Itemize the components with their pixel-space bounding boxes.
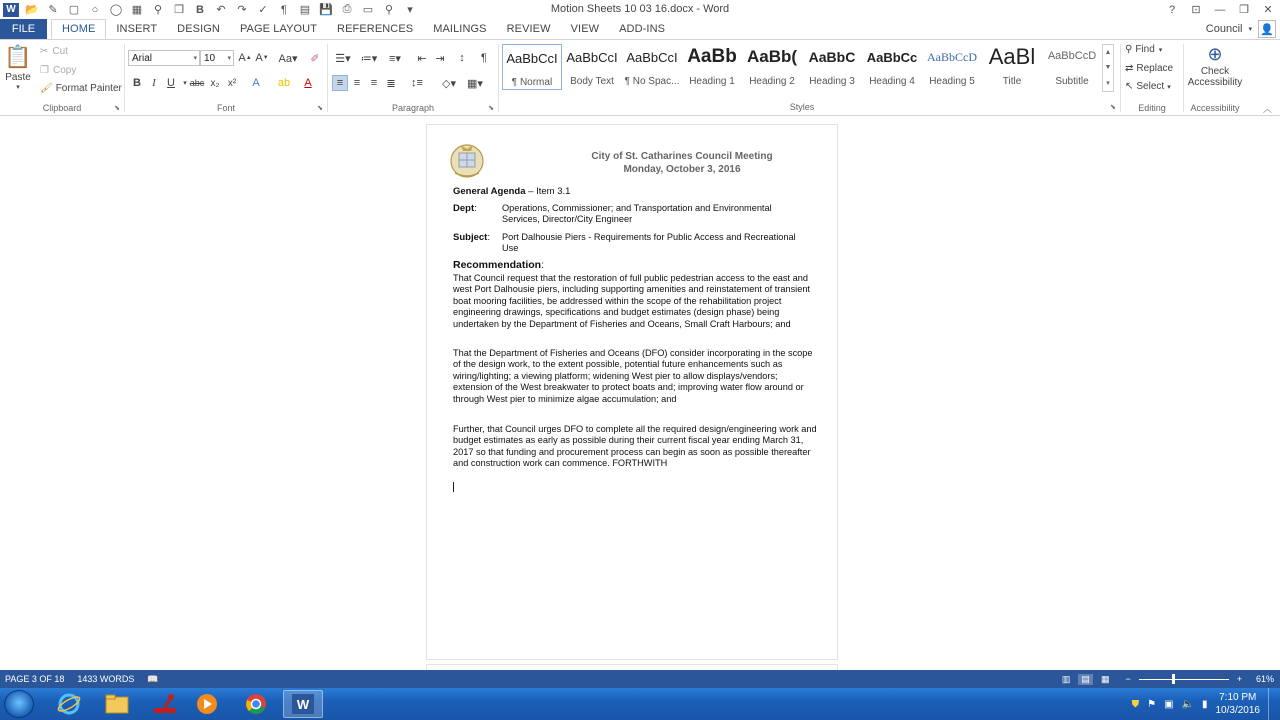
- accessibility-checker-icon: ⊕: [1207, 44, 1223, 64]
- style-heading-5[interactable]: [922, 44, 982, 90]
- font-name-value: Arial: [132, 52, 153, 64]
- style-subtitle[interactable]: [1042, 44, 1102, 90]
- style-name: ¶ No Spac...: [624, 76, 680, 87]
- style-name: Heading 1: [689, 76, 735, 87]
- tab-design[interactable]: DESIGN: [177, 23, 220, 35]
- style-preview: AaBbCcI: [506, 51, 558, 66]
- paragraph-1: That Council request that the restoration of full public pedestrian access to the east and west Port Dalhousie piers, including supporting amenities and reinstatement of transient boat mooring facilities, be addressed within the scope of the rehabilitation project engineering drawings, specifications and budget estimates (design phase) being undertaken by the Department of Fisheries and Oceans, Small Craft Harbours; and: [453, 273, 810, 329]
- format-painter-qat-icon[interactable]: ✎: [48, 4, 58, 16]
- recommendation-heading: [453, 260, 817, 271]
- header-line-1: City of St. Catharines Council Meeting: [591, 151, 773, 162]
- style-preview: AaBbCcD: [927, 50, 977, 64]
- spelling-check-icon[interactable]: ✓: [258, 4, 268, 16]
- tab-home[interactable]: HOME: [51, 19, 106, 39]
- chevron-down-icon: ▾: [1167, 83, 1171, 91]
- document-page[interactable]: [426, 124, 838, 660]
- web-layout-icon[interactable]: ▦: [1100, 673, 1110, 684]
- divider: [498, 44, 499, 112]
- agenda-rest: – Item 3.1: [525, 186, 571, 197]
- style-preview: AaBbC: [808, 49, 856, 65]
- start-button[interactable]: [4, 690, 34, 718]
- avatar[interactable]: 👤: [1258, 20, 1276, 38]
- dialog-launcher-icon[interactable]: ⬊: [114, 105, 120, 112]
- text-effects-icon[interactable]: A: [252, 77, 260, 89]
- styles-gallery: [502, 44, 1102, 92]
- change-case-icon[interactable]: Aa▾: [278, 52, 298, 65]
- paragraph-group: [328, 40, 498, 116]
- taskbar: [0, 688, 1280, 720]
- print-layout-icon[interactable]: ▤: [1078, 674, 1093, 685]
- style-name: Body Text: [570, 76, 614, 87]
- style-preview: AaBl: [988, 44, 1036, 69]
- style-preview: AaBbCc: [866, 50, 918, 65]
- subject-colon: :: [487, 232, 490, 243]
- tab-file[interactable]: FILE: [0, 19, 47, 39]
- style-preview: AaBbCcD: [1047, 50, 1097, 62]
- style-heading-2[interactable]: [742, 44, 802, 90]
- word-taskbar-icon[interactable]: [283, 690, 323, 718]
- tab-insert[interactable]: INSERT: [116, 23, 158, 35]
- clipboard-group: [0, 40, 124, 116]
- style-heading-4[interactable]: [862, 44, 922, 90]
- highlight-icon[interactable]: ab: [277, 77, 291, 89]
- sort-icon[interactable]: ↕: [459, 52, 465, 64]
- align-center-icon[interactable]: ≡: [353, 77, 361, 89]
- circle-icon[interactable]: ○: [91, 3, 99, 16]
- decrease-indent-icon[interactable]: ⇤: [417, 52, 427, 65]
- paste-button[interactable]: [6, 44, 30, 91]
- superscript-icon[interactable]: x²: [227, 77, 237, 89]
- subject-label: [453, 232, 490, 243]
- zoom-in-icon[interactable]: +: [1236, 674, 1242, 684]
- collapse-ribbon-icon[interactable]: ︿: [1263, 104, 1273, 114]
- svg-text:W: W: [296, 697, 310, 712]
- pages-icon[interactable]: ❐: [174, 4, 184, 16]
- find-button[interactable]: [1125, 44, 1162, 55]
- shading-icon[interactable]: ◇▾: [442, 77, 456, 90]
- accessibility-label: Accessibility: [1187, 77, 1243, 88]
- restore-button[interactable]: ❐: [1239, 4, 1249, 16]
- cut-button[interactable]: [40, 46, 68, 57]
- clipboard-group-label: Clipboard: [42, 103, 82, 113]
- tab-page-layout[interactable]: PAGE LAYOUT: [239, 23, 318, 35]
- agenda-line: [453, 186, 817, 197]
- binoculars-icon[interactable]: ⚲: [153, 4, 163, 16]
- undo-icon[interactable]: ↶: [216, 4, 226, 16]
- replace-label: Replace: [1136, 63, 1174, 74]
- page-count[interactable]: PAGE 3 OF 18: [5, 674, 65, 684]
- select-button[interactable]: [1125, 81, 1171, 92]
- style-preview: AaBb: [687, 46, 737, 67]
- paste-label: Paste: [5, 72, 31, 83]
- document-area[interactable]: [0, 116, 1280, 670]
- dept-colon: :: [474, 203, 477, 214]
- align-left-icon[interactable]: ≡: [332, 75, 348, 91]
- tab-review[interactable]: REVIEW: [506, 23, 551, 35]
- tab-references[interactable]: REFERENCES: [337, 23, 414, 35]
- account-name[interactable]: Council: [1205, 23, 1243, 35]
- font-group-label: Font: [216, 103, 235, 113]
- style-name: ¶ Normal: [511, 77, 553, 88]
- file-explorer-icon[interactable]: [97, 690, 137, 718]
- clear-formatting-icon[interactable]: ✐: [310, 52, 320, 65]
- cursor-icon: ↖: [1125, 81, 1134, 92]
- editing-group-label: Editing: [1138, 103, 1166, 113]
- system-tray: [1132, 688, 1280, 720]
- style-preview: AaBbCcI: [626, 50, 678, 65]
- dept-value: Operations, Commissioner; and Transportation and Environmental Services, Director/City Engineer: [502, 203, 772, 225]
- quick-access-toolbar: [0, 0, 422, 19]
- title-bar: [0, 0, 1280, 19]
- window-title: Motion Sheets 10 03 16.docx - Word: [550, 3, 730, 15]
- new-document-icon[interactable]: ▢: [68, 4, 80, 16]
- word-app-icon[interactable]: W: [2, 2, 20, 18]
- pilcrow-icon[interactable]: ¶: [481, 52, 487, 64]
- show-desktop-button[interactable]: [1268, 688, 1274, 720]
- align-right-icon[interactable]: ≡: [370, 77, 378, 89]
- font-size-value: 10: [204, 52, 216, 64]
- print-preview-icon[interactable]: ▤: [299, 4, 311, 16]
- style-name: Heading 5: [929, 76, 975, 87]
- bold-icon[interactable]: B: [133, 77, 141, 89]
- accessibility-group-label: Accessibility: [1190, 103, 1240, 113]
- increase-indent-icon[interactable]: ⇥: [435, 52, 445, 65]
- clock[interactable]: [1216, 691, 1261, 717]
- paragraph-2: That the Department of Fisheries and Oceans (DFO) consider incorporating in the scope of the design work, to the extent possible, potential future enhancements such as wiring/lighting; a viewing platform; widening West pier to allow displays/vendors; extension of the West breakwater to protect boats and; improving water flow around or through West pier to minimize algae accumulation; and: [453, 348, 813, 404]
- zoom-icon[interactable]: ⚲: [384, 4, 394, 16]
- zoom-level[interactable]: 61%: [1255, 674, 1274, 684]
- tab-add-ins[interactable]: ADD-INS: [619, 23, 666, 35]
- paintbrush-icon: 🖌: [40, 83, 53, 94]
- select-label: Select: [1136, 81, 1165, 92]
- find-label: Find: [1135, 44, 1155, 55]
- chevron-down-icon[interactable]: ▼: [1104, 64, 1112, 71]
- underline-icon[interactable]: U: [167, 77, 175, 89]
- subscript-icon[interactable]: x₂: [210, 77, 220, 89]
- chevron-up-icon[interactable]: ▲: [1104, 49, 1112, 56]
- table-icon[interactable]: ▦: [131, 4, 143, 16]
- volume-icon[interactable]: 🔈: [1181, 698, 1194, 710]
- italic-icon[interactable]: I: [152, 77, 156, 89]
- tab-view[interactable]: VIEW: [570, 23, 600, 35]
- style-title[interactable]: [982, 44, 1042, 90]
- chrome-icon[interactable]: [236, 690, 276, 718]
- dept-label: [453, 203, 477, 214]
- agenda-bold: General Agenda: [453, 186, 526, 197]
- scissors-icon: ✂: [40, 46, 49, 57]
- chevron-down-icon: ▾: [193, 55, 197, 62]
- close-button[interactable]: ✕: [1263, 4, 1273, 16]
- print-icon[interactable]: ⎙: [342, 3, 352, 15]
- style-name: Subtitle: [1055, 76, 1089, 87]
- check-label: Check: [1200, 66, 1230, 77]
- battery-icon[interactable]: ▮: [1201, 698, 1208, 710]
- chevron-down-icon: ▾: [1158, 46, 1163, 54]
- bold-qat-icon[interactable]: B: [196, 3, 204, 16]
- font-group: [125, 40, 327, 116]
- style-name: Heading 2: [749, 76, 795, 87]
- minimize-button[interactable]: —: [1214, 3, 1226, 16]
- account-area[interactable]: [1206, 19, 1276, 39]
- action-center-icon[interactable]: ⚑: [1147, 698, 1157, 710]
- replace-button[interactable]: [1125, 63, 1173, 74]
- internet-explorer-icon[interactable]: [49, 690, 89, 718]
- subject-value: Port Dalhousie Piers - Requirements for Public Access and Recreational Use: [502, 232, 796, 254]
- proofing-icon[interactable]: 📖: [147, 673, 159, 684]
- customize-qat-icon[interactable]: ▾: [407, 4, 413, 16]
- format-painter-button[interactable]: [40, 83, 122, 94]
- clock-time: 7:10 PM: [1219, 692, 1257, 703]
- justify-icon[interactable]: ≣: [386, 77, 396, 90]
- media-player-icon[interactable]: [187, 690, 227, 718]
- replace-icon: ⇄: [1125, 63, 1134, 74]
- editing-group: [1121, 40, 1183, 116]
- open-folder-icon[interactable]: 📂: [25, 4, 39, 16]
- dialog-launcher-icon[interactable]: ⬊: [317, 105, 323, 112]
- chevron-down-icon: ▾: [1248, 26, 1252, 33]
- accessibility-group: [1184, 40, 1246, 116]
- more-icon[interactable]: ▾: [1106, 80, 1110, 87]
- read-mode-icon[interactable]: ▥: [1061, 673, 1071, 684]
- joystick-app-icon[interactable]: [145, 690, 185, 718]
- check-accessibility-button[interactable]: [1184, 44, 1246, 88]
- bullets-icon[interactable]: ☰▾: [335, 52, 351, 65]
- binoculars-icon: ⚲: [1125, 44, 1133, 55]
- font-color-icon[interactable]: A: [304, 77, 312, 89]
- multilevel-list-icon[interactable]: ≡▾: [389, 52, 401, 65]
- zoom-slider-thumb[interactable]: [1172, 674, 1175, 684]
- style-preview: AaBbCcI: [566, 50, 618, 65]
- style-body-text[interactable]: [562, 44, 622, 90]
- line-spacing-icon[interactable]: ↕≡: [411, 77, 423, 89]
- ribbon-display-options-icon[interactable]: ⊡: [1191, 4, 1201, 16]
- dialog-launcher-icon[interactable]: ⬊: [1110, 104, 1116, 111]
- style-normal[interactable]: [502, 44, 562, 90]
- text-cursor: [453, 482, 454, 492]
- font-name-combo[interactable]: [128, 50, 200, 66]
- paragraph-group-label: Paragraph: [391, 103, 435, 113]
- ribbon-tabs: [0, 19, 1280, 39]
- chevron-down-icon: ▾: [16, 84, 20, 91]
- font-size-combo[interactable]: [200, 50, 234, 66]
- pilcrow-qat-icon[interactable]: ¶: [281, 3, 287, 16]
- numbering-icon[interactable]: ≔▾: [360, 52, 378, 65]
- save-icon[interactable]: 💾: [319, 4, 333, 16]
- copy-label: Copy: [52, 65, 77, 76]
- style-heading-3[interactable]: [802, 44, 862, 90]
- strikethrough-icon[interactable]: abc: [189, 78, 205, 88]
- ribbon: [0, 39, 1280, 116]
- style-name: Title: [1002, 76, 1022, 87]
- clock-date: 10/3/2016: [1215, 705, 1260, 716]
- subject-label-text: Subject: [453, 232, 488, 243]
- dialog-launcher-icon[interactable]: ⬊: [488, 105, 494, 112]
- status-bar: [0, 670, 1280, 688]
- borders-icon[interactable]: ▦▾: [467, 77, 483, 90]
- help-icon[interactable]: ?: [1168, 3, 1176, 16]
- shield-icon[interactable]: ⛊: [1131, 698, 1140, 710]
- styles-group-label: Styles: [789, 102, 815, 112]
- header-line-2: Monday, October 3, 2016: [623, 164, 741, 175]
- style-heading-1[interactable]: [682, 44, 742, 90]
- word-count[interactable]: 1433 WORDS: [77, 674, 135, 684]
- recommendation-heading-text: Recommendation: [453, 259, 542, 271]
- zoom-slider[interactable]: [1139, 679, 1229, 680]
- city-seal-logo: [449, 141, 485, 179]
- style-name: Heading 3: [809, 76, 855, 87]
- shrink-font-icon[interactable]: A ▼: [255, 52, 269, 64]
- network-icon[interactable]: ▣: [1164, 698, 1174, 710]
- style-no-spacing[interactable]: [622, 44, 682, 90]
- copy-icon: ❐: [40, 65, 49, 76]
- tab-mailings[interactable]: MAILINGS: [433, 23, 487, 35]
- style-name: Heading 4: [869, 76, 915, 87]
- clipboard-icon: 📋: [4, 44, 32, 69]
- chevron-down-icon[interactable]: ▾: [183, 80, 187, 87]
- cut-label: Cut: [52, 46, 68, 57]
- format-painter-label: Format Painter: [55, 83, 122, 94]
- styles-scroll[interactable]: [1102, 44, 1114, 92]
- redo-icon[interactable]: ↷: [237, 4, 247, 16]
- chevron-down-icon: ▾: [227, 55, 231, 62]
- recommendation-colon: :: [541, 259, 545, 271]
- copy-button[interactable]: [40, 65, 76, 76]
- zoom-out-icon[interactable]: −: [1125, 674, 1131, 684]
- paragraph-3: Further, that Council urges DFO to complete all the required design/engineering work and budget estimates as early as possible during their current fiscal year ending March 31, 2017 so that funding and procurement process can begin as soon as possible thereafter and construction work can commence. FORTHWITH: [453, 424, 817, 469]
- grow-font-icon[interactable]: A ▲: [238, 52, 252, 64]
- style-preview: AaBb(: [746, 47, 798, 66]
- dept-label-text: Dept: [453, 203, 475, 214]
- document-icon[interactable]: ▭: [362, 4, 374, 16]
- shape-icon[interactable]: ◯: [109, 4, 123, 16]
- window-controls: [1160, 0, 1280, 19]
